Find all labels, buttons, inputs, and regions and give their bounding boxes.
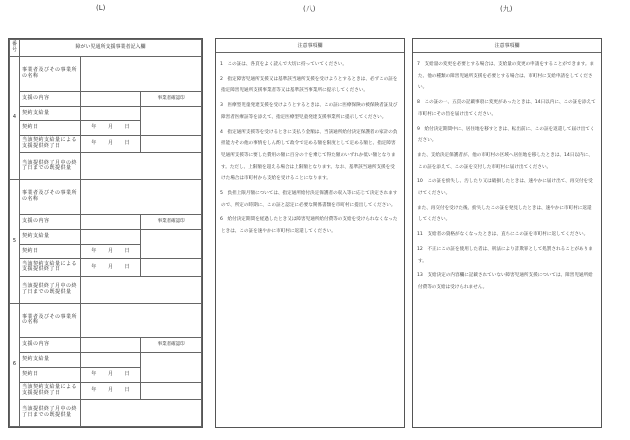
provision-end-seal[interactable] (141, 136, 202, 153)
contract-date-value: 年 月 日 (80, 121, 141, 136)
form-row (10, 229, 202, 244)
form-row (10, 91, 202, 106)
notes-1-para: 1 この証は、各頁をよく読んで大切に持っていてください。 (220, 62, 347, 67)
notes-2-para: 7 支給量の変更を必要とする場合は、支給量の変更の申請をすることができます。また、他の種類の障害児通所支援を必要とする場合は、市町村に支給申請をしてください。 (417, 62, 595, 91)
provision-end-seal[interactable] (141, 382, 202, 399)
form-row (10, 136, 202, 153)
form-row (10, 352, 202, 367)
provision-end-date: 年 月 日 (80, 382, 141, 399)
provider-name-label: 事業者及びその事業所の名称 (20, 57, 81, 92)
notes-2-para: また、支給決定保護者が、他の市町村の区域へ居住地を移したときは、14日以内に、この証を添えて、この証を交付した市町村に届け出てください。 (417, 152, 593, 170)
form-row (10, 259, 202, 276)
notes-1-para: 5 負担上限月額については、指定通所給付決定保護者の収入等に応じて決定されますので、所定の時期に、この証と認定に必要な関係書類を市町村に提出してください。 (220, 191, 398, 208)
provider-name-label: 事業者及びその事業所の名称 (20, 303, 81, 338)
provider-name-value[interactable] (80, 180, 201, 215)
provision-end-label: 当該契約支給量による支援提供終了日 (20, 259, 81, 276)
notes-panel-1 (215, 38, 405, 428)
provided-amount-label: 当該提供終了月中の終了日までの既提供量 (20, 276, 81, 303)
provider-name-label: 事業者及びその事業所の名称 (20, 180, 81, 215)
page-number-left: (L) (96, 4, 106, 12)
provision-end-date: 年 月 日 (80, 259, 141, 276)
form-row (10, 276, 202, 303)
notes-2-para: 9 給付決定期間中に、居住地を移すときは、転出前に、この証を返還して届け出てください。 (417, 126, 595, 144)
form-row (10, 338, 202, 353)
contract-amount-label: 契約支給量 (20, 352, 81, 367)
contract-date-label: 契約日 (20, 367, 81, 382)
provision-end-label: 当該契約支給量による支援提供終了日 (20, 382, 81, 399)
notes-2-para: 8 この証の一、五頁の記載事項に変更があったときは、14日以内に、この証を添えて市町村にその旨を届け出てください。 (417, 100, 596, 117)
notes-title-1: 注意事項欄 (216, 39, 404, 53)
notes-body-1 (216, 53, 404, 247)
contract-date-value: 年 月 日 (80, 367, 141, 382)
provided-amount-label: 当該提供終了月中の終了日までの既提供量 (20, 153, 81, 180)
notes-1-para: 2 指定障害児通所支援又は基準該当通所支援を受けようとするときは、必ずこの証を指定障害児通所支援事業者等又は基準該当事業所に提示してください。 (220, 76, 398, 94)
form-row (10, 303, 202, 338)
form-row (10, 180, 202, 215)
notes-body-2 (413, 53, 601, 303)
notes-2-para: 12 不正にこの証を使用した者は、刑法により詐欺罪として処罰されることがあります。 (417, 246, 593, 264)
form-header: 障がい児通所支援事業者記入欄 (20, 40, 202, 57)
form-row (10, 399, 202, 426)
support-content-label: 支援の内容 (20, 338, 81, 353)
contract-amount-label: 契約支給量 (20, 229, 81, 244)
notes-title-2: 注意事項欄 (413, 39, 601, 53)
notes-2-para: 10 この証を紛失し、汚したり又は破損したときは、速やかに届け出て、再交付を受けてください。 (417, 179, 593, 197)
group-number: 6 (10, 303, 20, 426)
support-content-label: 支援の内容 (20, 91, 81, 106)
provided-amount-value[interactable] (80, 276, 201, 303)
provision-end-seal[interactable] (141, 259, 202, 276)
form-row (10, 382, 202, 399)
form-row (10, 214, 202, 229)
form-row (10, 153, 202, 180)
provider-name-value[interactable] (80, 303, 201, 338)
support-content-value[interactable] (80, 338, 141, 353)
notes-1-para: 3 医療型児童発達支援を受けようとするときは、この証に医療保険の被保険者証及び障害者医療証等を添えて、指定医療型児童発達支援事業所に提示してください。 (220, 103, 398, 120)
support-content-label: 支援の内容 (20, 214, 81, 229)
provided-amount-value[interactable] (80, 399, 201, 426)
provision-end-label: 当該契約支給量による支援提供終了日 (20, 136, 81, 153)
provided-amount-label: 当該提供終了月中の終了日までの既提供量 (20, 399, 81, 426)
contract-date-label: 契約日 (20, 121, 81, 136)
contract-date-value: 年 月 日 (80, 244, 141, 259)
group-number: 5 (10, 180, 20, 303)
provided-amount-value[interactable] (80, 153, 201, 180)
provider-seal-box[interactable] (141, 106, 202, 136)
provider-check-label: 事業者確認印 (141, 91, 202, 106)
notes-2-para: また、再交付を受けた後、紛失したこの証を発見したときは、速やかに市町村に返還してください。 (417, 205, 592, 223)
notes-2-para: 13 支給決定の内容欄に記載されていない障害児通所支援については、障害児通所給付費等の支給は受けられません。 (417, 273, 593, 290)
contract-amount-value[interactable] (80, 352, 141, 367)
form-row (10, 106, 202, 121)
provision-end-date: 年 月 日 (80, 136, 141, 153)
contract-amount-value[interactable] (80, 106, 141, 121)
contract-date-label: 契約日 (20, 244, 81, 259)
provider-entry-table (9, 39, 202, 427)
form-row (10, 57, 202, 92)
support-content-value[interactable] (80, 91, 141, 106)
notes-1-para: 6 給付決定期間を経過したとき又は障害児通所給付費等の支給を受けられなくなったときは、この証を速やかに市町村に返還してください。 (220, 217, 398, 235)
corner-label: 番号 (10, 40, 20, 57)
contract-amount-label: 契約支給量 (20, 106, 81, 121)
support-content-value[interactable] (80, 214, 141, 229)
page-number-right: (九) (500, 5, 513, 13)
provider-check-label: 事業者確認印 (141, 338, 202, 353)
provider-entry-form (8, 38, 203, 428)
notes-panel-2 (412, 38, 602, 428)
contract-amount-value[interactable] (80, 229, 141, 244)
notes-2-para: 11 支給者の資格がなくなったときは、直ちにこの証を市町村に返してください。 (417, 232, 589, 238)
provider-seal-box[interactable] (141, 352, 202, 382)
group-number: 4 (10, 57, 20, 180)
page-number-mid: (八) (303, 5, 316, 13)
provider-name-value[interactable] (80, 57, 201, 92)
provider-check-label: 事業者確認印 (141, 214, 202, 229)
provider-seal-box[interactable] (141, 229, 202, 259)
notes-1-para: 4 指定通所支援等を受けるときに支払う金額は、当該通所給付決定保護者の家計の負担能力その他の事情をしん酌して政令で定める額を限度として定める額と、指定障害児通所支援等に要した費用の額に百分の十を乗じて得た額のいずれか低い額となります。ただし、上限額を超える場合は上限額となります。なお、基準該当通所支援を受けた場合は市町村から支給を受けることになります。 (220, 129, 398, 182)
